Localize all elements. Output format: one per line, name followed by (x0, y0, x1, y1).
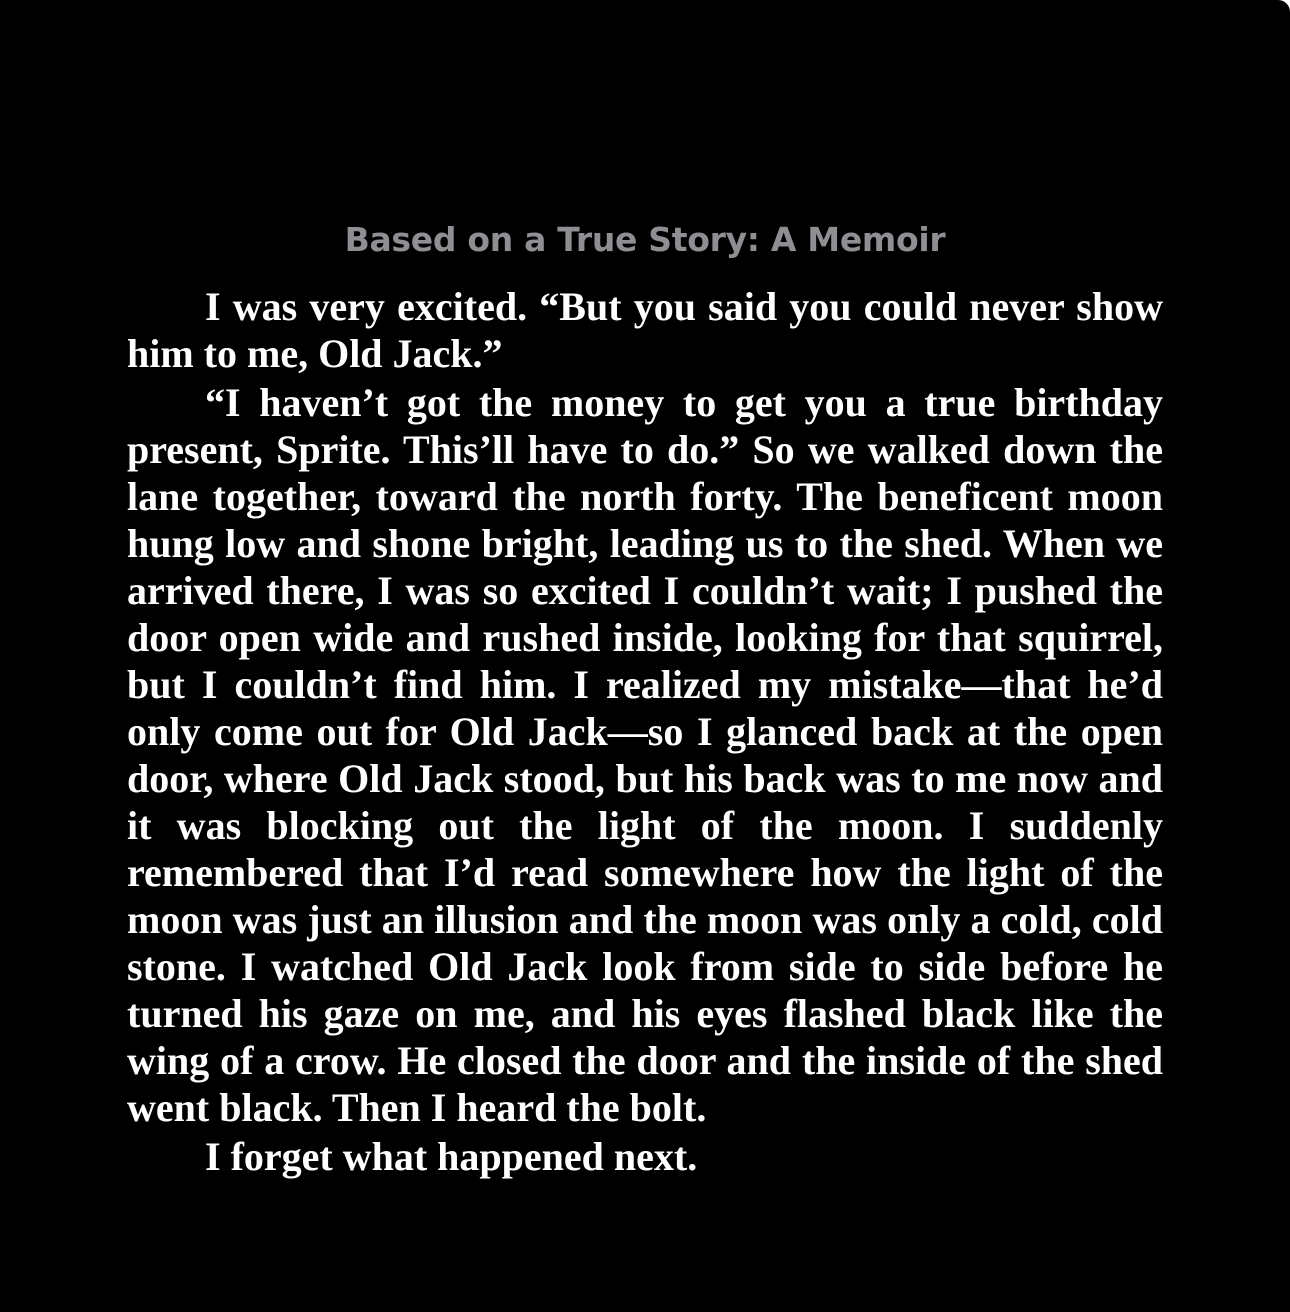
paragraph: “I haven’t got the money to get you a true birthday present, Sprite. This’ll have to do.” So we walked down the lane together, toward the north forty. The beneficent moon hung low and shone bright, leading us to the shed. When we arrived there, I was so excited I couldn’t wait; I pushed the door open wide and rushed inside, looking for that squirrel, but I couldn’t find him. I realized my mistake—that he’d only come out for Old Jack—so I glanced back at the open door, where Old Jack stood, but his back was to me now and it was blocking out the light of the moon. I suddenly remembered that I’d read somewhere how the light of the moon was just an illusion and the moon was only a cold, cold stone. I watched Old Jack look from side to side before he turned his gaze on me, and his eyes flashed black like the wing of a crow. He closed the door and the inside of the shed went black. Then I heard the bolt. (127, 380, 1163, 1130)
page-text (127, 283, 1163, 1180)
paragraph: I was very excited. “But you said you could never show him to me, Old Jack.” (127, 284, 1163, 376)
book-title: Based on a True Story: A Memoir (344, 220, 946, 259)
paragraph: I forget what happened next. (205, 1134, 698, 1179)
